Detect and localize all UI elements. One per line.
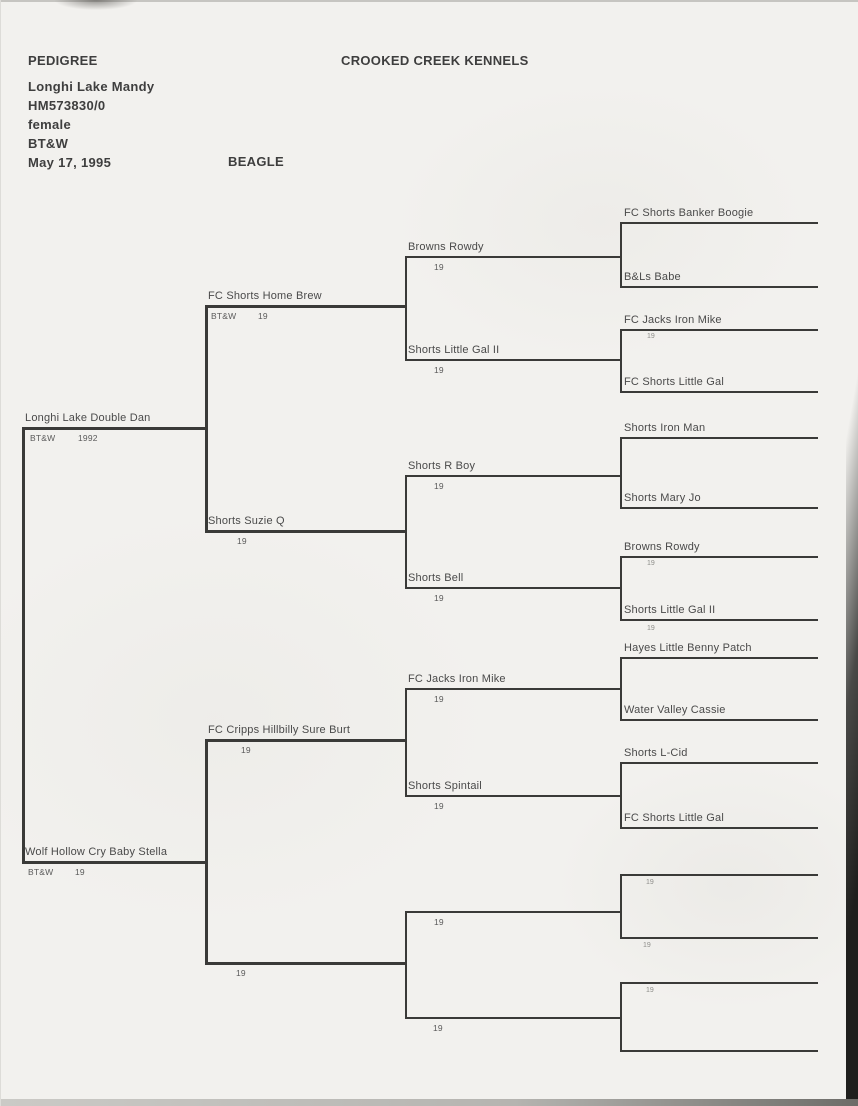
pedigree-line [405,256,620,258]
ancestor-year: 19 [647,560,655,567]
pedigree-line [405,587,620,589]
pedigree-line [620,507,818,509]
ancestor-name: Longhi Lake Double Dan [25,412,151,424]
doc-title: PEDIGREE [28,53,98,68]
pedigree-line [620,391,818,393]
kennel-name: CROOKED CREEK KENNELS [341,53,529,68]
ancestor-name: Browns Rowdy [624,541,700,553]
ancestor-year: 19 [237,536,247,546]
ancestor-name: Shorts L-Cid [624,747,688,759]
pedigree-line [405,911,620,913]
ancestor-color: BT&W [30,433,56,443]
ancestor-name: Hayes Little Benny Patch [624,642,752,654]
ancestor-name: Shorts R Boy [408,460,476,472]
pedigree-line [620,329,818,331]
ancestor-name: B&Ls Babe [624,271,681,283]
pedigree-line [22,861,206,864]
ancestor-name: FC Shorts Home Brew [208,290,322,302]
ancestor-year: 19 [434,481,444,491]
ancestor-year: 19 [434,365,444,375]
pedigree-connector [620,556,622,621]
pedigree-line [620,762,818,764]
scan-edge-bottom [0,1099,858,1106]
dog-sex: female [28,117,71,132]
ancestor-name: FC Jacks Iron Mike [408,673,506,685]
pedigree-connector [620,982,622,1052]
dog-color: BT&W [28,136,69,151]
ancestor-name: FC Shorts Little Gal [624,376,724,388]
scan-smudge [55,0,137,10]
pedigree-line [205,739,406,742]
pedigree-connector [620,874,622,939]
pedigree-line [620,719,818,721]
pedigree-line [620,437,818,439]
ancestor-name: FC Shorts Banker Boogie [624,207,754,219]
pedigree-line [405,795,620,797]
ancestor-year: 19 [434,593,444,603]
pedigree-connector [620,657,622,721]
ancestor-year: 19 [647,333,655,340]
ancestor-name: Shorts Mary Jo [624,492,701,504]
ancestor-year: 19 [236,968,246,978]
scan-edge-right [846,152,858,1106]
ancestor-year: 19 [643,942,651,949]
pedigree-connector [405,256,407,361]
pedigree-connector [620,437,622,509]
ancestor-color: BT&W [28,867,54,877]
pedigree-connector [205,305,208,533]
pedigree-line [620,657,818,659]
ancestor-year: 19 [433,1023,443,1033]
pedigree-line [405,688,620,690]
ancestor-name: Water Valley Cassie [624,704,726,716]
pedigree-line [205,305,406,308]
ancestor-year: 1992 [78,433,98,443]
pedigree-line [405,359,620,361]
ancestor-name: Shorts Spintail [408,780,482,792]
pedigree-connector [620,222,622,288]
pedigree-line [620,982,818,984]
ancestor-year: 19 [647,625,655,632]
pedigree-line [405,1017,620,1019]
pedigree-line [620,937,818,939]
ancestor-year: 19 [75,867,85,877]
pedigree-connector [405,911,407,1019]
pedigree-line [620,1050,818,1052]
ancestor-name: Shorts Little Gal II [408,344,500,356]
pedigree-line [620,286,818,288]
pedigree-connector [405,475,407,589]
dog-birth-date: May 17, 1995 [28,155,112,170]
ancestor-color: BT&W [211,311,237,321]
pedigree-connector [620,762,622,829]
ancestor-year: 19 [258,311,268,321]
pedigree-line [205,962,406,965]
pedigree-line [22,427,206,430]
pedigree-line [620,619,818,621]
ancestor-name: Shorts Iron Man [624,422,706,434]
pedigree-line [620,556,818,558]
ancestor-name: Wolf Hollow Cry Baby Stella [25,846,168,858]
dog-registration: HM573830/0 [28,98,106,113]
breed-label: BEAGLE [228,154,284,169]
ancestor-year: 19 [434,262,444,272]
pedigree-connector [405,688,407,797]
pedigree-line [620,222,818,224]
pedigree-line [405,475,620,477]
ancestor-name: FC Shorts Little Gal [624,812,724,824]
ancestor-name: FC Jacks Iron Mike [624,314,722,326]
ancestor-year: 19 [241,745,251,755]
ancestor-name: FC Cripps Hillbilly Sure Burt [208,724,351,736]
ancestor-year: 19 [434,917,444,927]
pedigree-connector [22,427,25,863]
pedigree-connector [205,739,208,965]
scan-edge-left [0,0,1,1106]
ancestor-year: 19 [646,879,654,886]
ancestor-name: Shorts Suzie Q [208,515,285,527]
dog-name: Longhi Lake Mandy [28,79,155,94]
ancestor-name: Shorts Bell [408,572,464,584]
ancestor-year: 19 [434,801,444,811]
pedigree-line [620,874,818,876]
pedigree-connector [620,329,622,393]
ancestor-name: Browns Rowdy [408,241,484,253]
ancestor-year: 19 [646,987,654,994]
pedigree-line [620,827,818,829]
ancestor-year: 19 [434,694,444,704]
pedigree-line [205,530,406,533]
ancestor-name: Shorts Little Gal II [624,604,716,616]
